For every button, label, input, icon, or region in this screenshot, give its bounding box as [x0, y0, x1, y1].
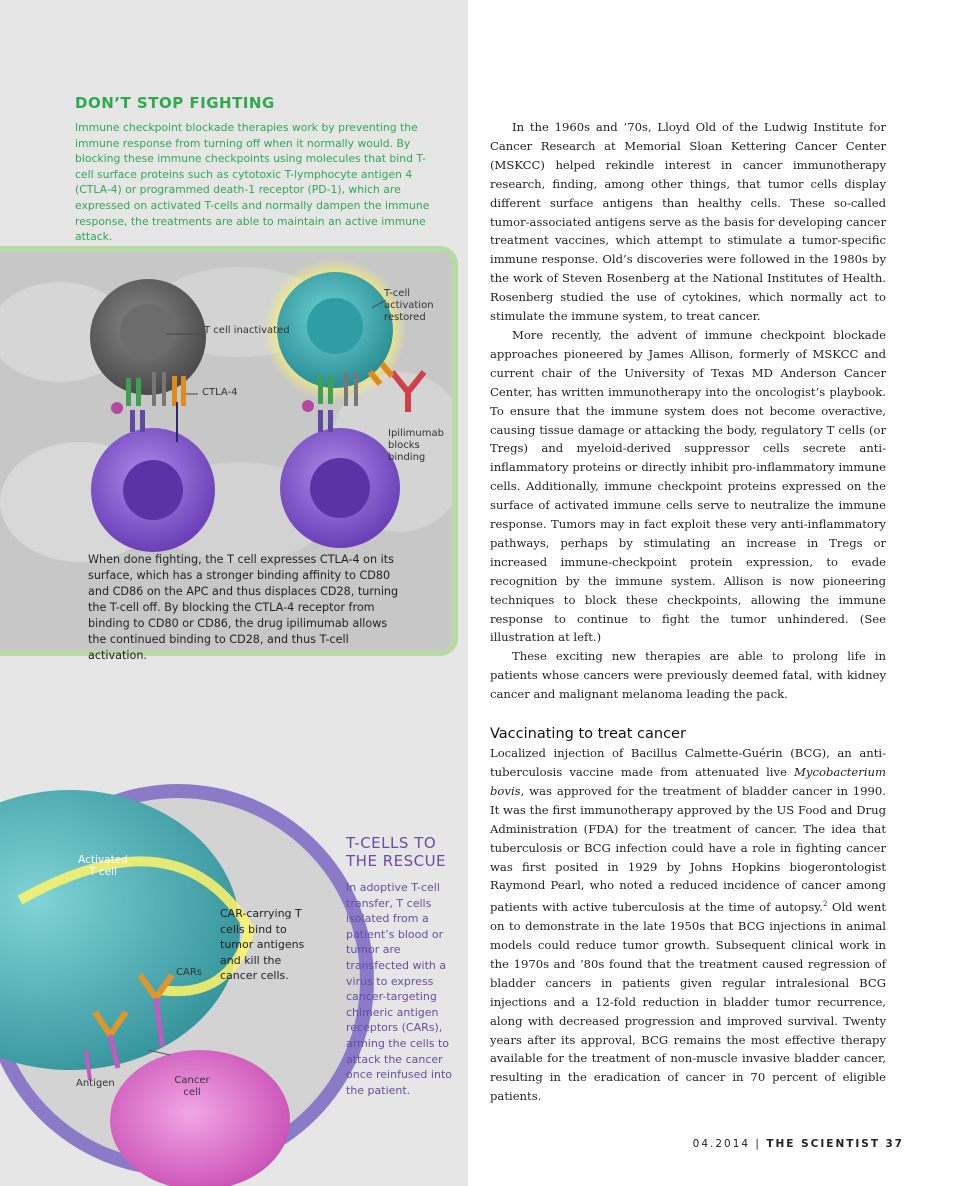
- folio-separator: |: [755, 1138, 761, 1150]
- label-antigen: Antigen: [76, 1078, 115, 1089]
- article-paragraph-4: [490, 744, 886, 1106]
- sidebar-title: DON’T STOP FIGHTING: [75, 94, 275, 112]
- cancer-cell: [110, 1050, 290, 1186]
- section-heading: Vaccinating to treat cancer: [490, 726, 686, 743]
- article-paragraph-3: These exciting new therapies are able to prolong life in patients whose cancers were previously deemed fatal, with kidney cancer and malignant melanoma leading the pack.: [490, 649, 886, 702]
- label-tcell-inactivated: T cell inactivated: [204, 325, 290, 336]
- label-ipilimumab: Ipilimumab blocks binding: [388, 428, 444, 463]
- p4-text-a: Localized injection of Bacillus Calmette-Guérin (BCG), an anti-tuberculosis vaccine made from attenuated live: [490, 746, 886, 779]
- p4-species-name: Mycobacterium bovis: [490, 765, 886, 798]
- checkpoint-figure: [0, 246, 466, 666]
- article-paragraph-1: In the 1960s and ’70s, Lloyd Old of the Ludwig Institute for Cancer Research at Memorial Sloan Kettering Cancer Center (MSKCC) helped rekindle interest in cancer immunotherapy research, finding, among other things, that tumor cells display different surface antigens than healthy cells. These so-called tumor-associated antigens serve as the basis for developing cancer treatment vaccines, which attempt to stimulate a tumor-specific immune response. Old’s discoveries were followed in the 1980s by the work of Steven Rosenberg at the National Institutes of Health. Rosenberg studied the use of cytokines, which normally act to stimulate the immune system, to treat cancer.: [490, 120, 886, 324]
- folio-page-number: 37: [885, 1138, 904, 1150]
- sidebar-body: Immune checkpoint blockade therapies work by preventing the immune response from turning off when it normally would. By blocking these immune checkpoints using molecules that bind T-cell surface proteins such as cytotoxic T-lymphocyte antigen 4 (CTLA-4) or programmed death-1 receptor (PD-1), which are expressed on activated T-cells and normally dampen the immune response, the treatments are able to maintain an active immune attack.: [75, 121, 430, 244]
- page-folio: [693, 1138, 904, 1150]
- checkpoint-figure-caption: When done fighting, the T cell expresses CTLA-4 on its surface, which has a stronger binding affinity to CD80 and CD86 on the APC and thus displaces CD28, turning the T-cell off. By blocking the CTLA-4 receptor from binding to CD80 or CD86, the drug ipilimumab allows the continued binding to CD28, and thus T-cell activation.: [88, 553, 399, 662]
- footnote-ref: 2: [822, 900, 828, 909]
- label-car-carrying: CAR-carrying T cells bind to tumor antigens and kill the cancer cells.: [220, 907, 305, 982]
- folio-magazine: THE SCIENTIST: [766, 1138, 881, 1150]
- p4-text-c: Old went on to demonstrate in the late 1950s that BCG injections in animal models could reduce tumor growth. Subsequent clinical work in the 1970s and ’80s found that the treatment caused regression of bladder cancers in patients given regular intralesional BCG injections and a 12-fold reduction in bladder tumor recurrence, along with decreased progression and improved survival. Twenty years after its approval, BCG remains the most effective therapy available for the treatment of non-muscle invasive bladder cancer, resulting in the eradication of cancer in 70 percent of eligible patients.: [490, 900, 886, 1104]
- label-tcell-activation-restored: T-cell activation restored: [384, 288, 434, 323]
- article-paragraph-2: More recently, the advent of immune checkpoint blockade approaches pioneered by James Allison, formerly of MSKCC and current chair of the University of Texas MD Anderson Cancer Center, has written immunotherapy into the oncologist’s playbook. To ensure that the immune system does not become overactive, causing tissue damage or attacking the body, regulatory T cells (or Tregs) and myeloid-derived suppressor cells secrete anti-inflammatory proteins or directly inhibit pro-inflammatory immune cells. Additionally, immune checkpoint proteins expressed on the surface of activated immune cells serve to neutralize the immune response. Tumors may in fact exploit these very anti-inflammatory pathways, perhaps by stimulating an increase in Tregs or increased immune-checkpoint protein expression, to evade recognition by the immune system. Allison is now pioneering techniques to block these checkpoints, allowing the immune response to continue to fight the tumor unhindered. (See illustration at left.): [490, 327, 886, 645]
- label-activated-tcell: Activated T cell: [78, 854, 128, 878]
- folio-date: 04.2014: [692, 1138, 751, 1150]
- label-cars: CARs: [176, 967, 202, 978]
- car-figure-body: In adoptive T-cell transfer, T cells isolated from a patient’s blood or tumor are transfected with a virus to express cancer-targeting chimeric antigen receptors (CARs), arming the cells to attack the cancer once reinfused into the patient.: [346, 881, 452, 1097]
- label-cancer-cell: Cancer cell: [174, 1075, 210, 1098]
- article-column: [490, 118, 886, 1106]
- car-figure-title: T-CELLS TO THE RESCUE: [346, 834, 447, 870]
- label-ctla4: CTLA-4: [202, 387, 238, 398]
- p4-text-b: , was approved for the treatment of bladder cancer in 1990. It was the first immunotherapy approved by the US Food and Drug Administration (FDA) for the treatment of cancer. The idea that tuberculosis or BCG infection could have a role in fighting cancer was first posited in 1929 by Johns Hopkins biogerontologist Raymond Pearl, who noted a reduced incidence of cancer among patients with active tuberculosis at the time of autopsy.: [490, 783, 886, 915]
